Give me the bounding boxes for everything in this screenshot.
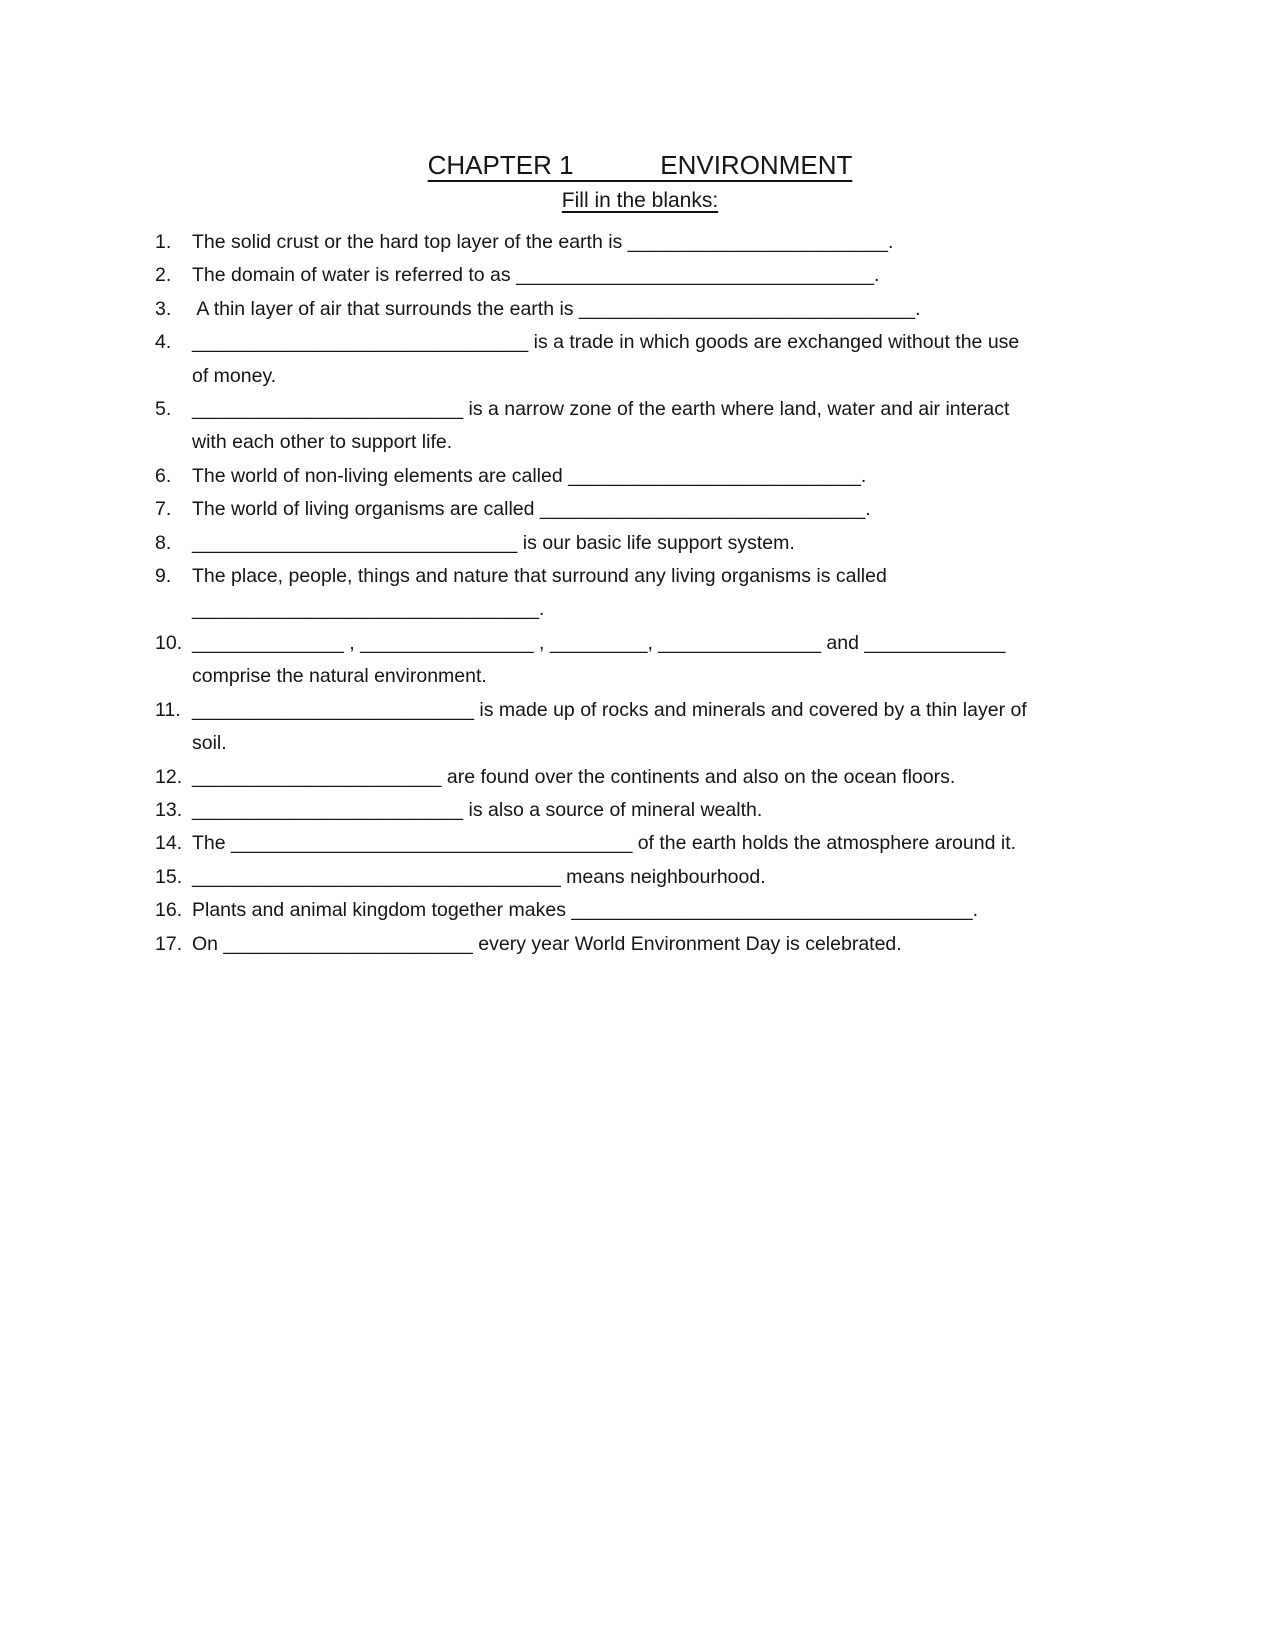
- item-text-continued: of money.: [192, 364, 277, 387]
- item-text: _________________________ is a narrow zone of the earth where land, water and air interact: [192, 398, 1010, 421]
- page-title-text: CHAPTER 1 ENVIRONMENT: [427, 150, 853, 180]
- list-item: [155, 293, 1125, 326]
- item-lines: [192, 894, 1125, 927]
- item-text-continued: with each other to support life.: [192, 431, 453, 454]
- list-item: [155, 226, 1125, 259]
- item-text: ______________ , ________________ , _________, _______________ and _____________: [192, 631, 1006, 654]
- item-number: 1.: [155, 231, 172, 253]
- item-text: The world of living organisms are called ______________________________.: [192, 498, 871, 521]
- item-number: 6.: [155, 464, 172, 487]
- item-text: Plants and animal kingdom together makes _____________________________________.: [192, 899, 979, 922]
- item-text: A thin layer of air that surrounds the earth is _______________________________.: [192, 297, 921, 320]
- item-number: 9.: [155, 565, 172, 588]
- list-item: [155, 393, 1125, 460]
- item-lines: [192, 460, 1125, 493]
- item-lines: [192, 326, 1125, 393]
- item-text: The world of non-living elements are called ___________________________.: [192, 464, 867, 487]
- list-item: [155, 259, 1125, 292]
- item-number: 13.: [155, 798, 183, 821]
- item-lines: [192, 827, 1125, 860]
- list-item: [155, 827, 1125, 860]
- item-lines: [192, 560, 1125, 627]
- item-number: 5.: [155, 398, 172, 421]
- list-item: [155, 527, 1125, 560]
- item-text: On _______________________ every year World Environment Day is celebrated.: [192, 932, 902, 955]
- item-lines: [192, 259, 1125, 292]
- item-lines: [192, 527, 1125, 560]
- item-number: 14.: [155, 832, 183, 855]
- item-text-continued: ________________________________.: [192, 598, 545, 621]
- list-item: [155, 326, 1125, 393]
- item-number: 2.: [155, 264, 172, 287]
- list-item: [155, 928, 1125, 961]
- item-lines: [192, 694, 1125, 761]
- item-lines: [192, 794, 1125, 827]
- item-lines: [192, 293, 1125, 326]
- item-number: 4.: [155, 331, 172, 354]
- item-text: The _____________________________________ of the earth holds the atmosphere around it.: [192, 832, 1017, 855]
- list-item: [155, 493, 1125, 526]
- list-item: [155, 460, 1125, 493]
- item-text: _________________________ is also a source of mineral wealth.: [192, 798, 763, 821]
- page-content: [155, 146, 1125, 961]
- item-lines: [192, 627, 1125, 694]
- item-text-continued: soil.: [192, 732, 227, 755]
- list-item: [155, 861, 1125, 894]
- item-lines: [192, 761, 1125, 794]
- page-subtitle: [155, 184, 1125, 218]
- item-number: 8.: [155, 531, 172, 554]
- item-lines: [192, 393, 1125, 460]
- item-number: 7.: [155, 498, 172, 521]
- item-number: 12.: [155, 765, 183, 788]
- fill-in-the-blanks-list: [155, 226, 1125, 961]
- item-number: 17.: [155, 932, 183, 955]
- item-number: 15.: [155, 865, 183, 888]
- item-text: _______________________________ is a trade in which goods are exchanged without the use: [192, 331, 1020, 354]
- item-text: __________________________ is made up of rocks and minerals and covered by a thin layer of: [192, 698, 1027, 721]
- item-lines: [192, 493, 1125, 526]
- item-text: The place, people, things and nature that surround any living organisms is called: [192, 565, 887, 588]
- list-item: [155, 560, 1125, 627]
- item-lines: [192, 226, 1125, 259]
- item-text: The domain of water is referred to as _________________________________.: [192, 264, 880, 287]
- item-lines: [192, 861, 1125, 894]
- item-text: The solid crust or the hard top layer of the earth is ________________________.: [192, 231, 894, 253]
- list-item: [155, 794, 1125, 827]
- list-item: [155, 694, 1125, 761]
- item-text-continued: comprise the natural environment.: [192, 665, 487, 688]
- page-title: [155, 146, 1125, 184]
- list-item: [155, 627, 1125, 694]
- item-number: 11.: [155, 698, 181, 721]
- item-text: _______________________ are found over the continents and also on the ocean floors.: [192, 765, 956, 788]
- list-item: [155, 761, 1125, 794]
- item-number: 10.: [155, 631, 183, 654]
- item-lines: [192, 928, 1125, 961]
- item-text: ______________________________ is our basic life support system.: [192, 531, 795, 554]
- item-text: __________________________________ means neighbourhood.: [192, 865, 766, 888]
- list-item: [155, 894, 1125, 927]
- item-number: 16.: [155, 899, 183, 922]
- page-subtitle-text: Fill in the blanks:: [561, 189, 719, 212]
- item-number: 3.: [155, 297, 172, 320]
